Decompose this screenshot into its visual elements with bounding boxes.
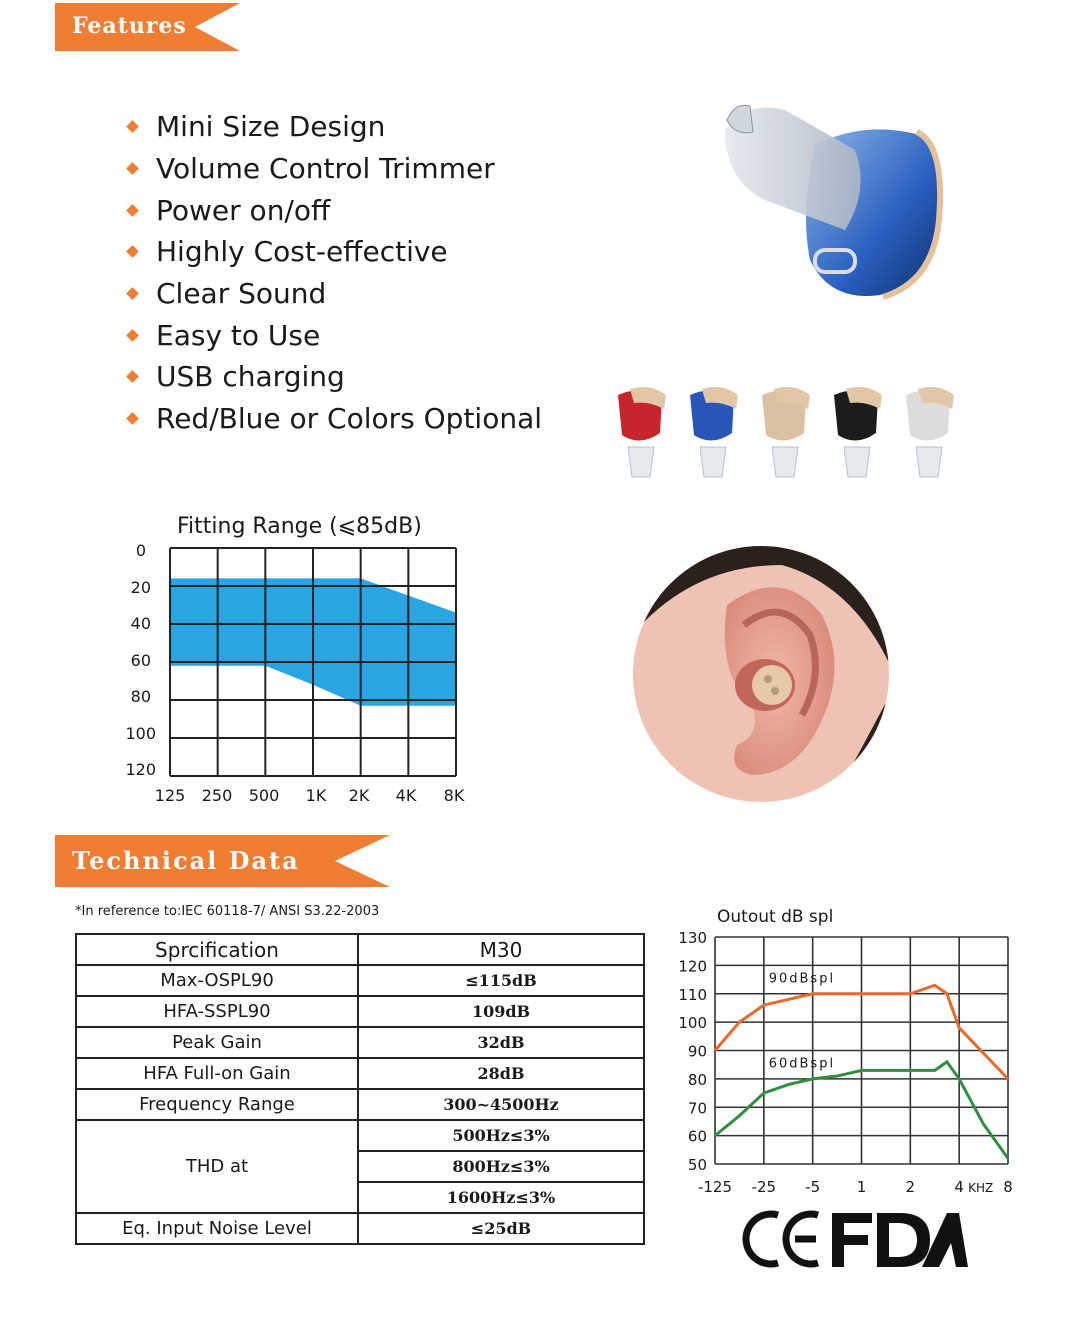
series-label: 90dBspl bbox=[768, 971, 836, 987]
x-tick-label: -5 bbox=[805, 1178, 821, 1196]
thumbnail-dome bbox=[772, 447, 798, 477]
bullet-icon bbox=[126, 329, 139, 342]
row-value: 32dB bbox=[358, 1027, 644, 1058]
fda-logo bbox=[832, 1213, 968, 1267]
x-tick-label: 2K bbox=[348, 786, 370, 805]
feature-text: Volume Control Trimmer bbox=[156, 152, 495, 186]
feature-item bbox=[128, 106, 542, 148]
row-label: HFA-SSPL90 bbox=[76, 996, 358, 1027]
x-tick-label: 1K bbox=[305, 786, 327, 805]
x-tick-label: 1 bbox=[856, 1178, 867, 1196]
header-value-cell: M30 bbox=[358, 934, 644, 965]
feature-text: Easy to Use bbox=[156, 318, 321, 352]
fitting-range-chart bbox=[0, 540, 480, 810]
x-tick-label: 2 bbox=[905, 1178, 916, 1196]
features-banner-label: Features bbox=[72, 13, 187, 39]
bullet-icon bbox=[126, 246, 139, 259]
output-chart-title: Outout dB spl bbox=[717, 907, 834, 927]
thd-value: 1600Hz≤3% bbox=[358, 1182, 644, 1213]
thumbnail-dome bbox=[916, 447, 942, 477]
x-tick-label: -25 bbox=[751, 1178, 777, 1196]
thd-value: 500Hz≤3% bbox=[358, 1120, 644, 1151]
series-label: 60dBspl bbox=[768, 1056, 836, 1072]
features-banner bbox=[55, 3, 240, 51]
y-tick-label: 80 bbox=[687, 1070, 707, 1089]
y-tick-label: 100 bbox=[678, 1014, 707, 1033]
thumbnail-dome bbox=[628, 447, 654, 477]
y-tick-label: 120 bbox=[125, 760, 156, 779]
hearing-aid-product-image bbox=[705, 90, 955, 310]
feature-item bbox=[128, 356, 542, 398]
certification-logos bbox=[740, 1205, 980, 1275]
y-tick-label: 130 bbox=[678, 929, 707, 947]
y-tick-label: 120 bbox=[678, 957, 707, 976]
feature-text: Highly Cost-effective bbox=[156, 235, 448, 269]
table-row bbox=[76, 1089, 644, 1120]
x-tick-label: 125 bbox=[154, 786, 186, 805]
row-label: Frequency Range bbox=[76, 1089, 358, 1120]
y-tick-label: 50 bbox=[687, 1156, 707, 1174]
table-row bbox=[76, 1027, 644, 1058]
feature-text: Mini Size Design bbox=[156, 110, 386, 144]
y-tick-label: 0 bbox=[135, 541, 146, 560]
table-row bbox=[76, 965, 644, 996]
x-tick-label: 8 bbox=[1003, 1178, 1013, 1196]
color-options-image bbox=[600, 385, 960, 490]
feature-item bbox=[128, 189, 542, 231]
color-option-thumbnail bbox=[834, 387, 882, 477]
ear-photo bbox=[632, 545, 890, 803]
color-option-thumbnail bbox=[906, 387, 954, 477]
x-tick-label: 250 bbox=[201, 786, 233, 805]
x-tick-label: 500 bbox=[248, 786, 280, 805]
spec-table bbox=[75, 933, 645, 1245]
table-header-row bbox=[76, 934, 644, 965]
y-tick-label: 80 bbox=[130, 687, 151, 706]
y-tick-label: 90 bbox=[687, 1042, 707, 1061]
y-tick-label: 60 bbox=[130, 651, 151, 670]
feature-item bbox=[128, 273, 542, 315]
x-tick-label: KHZ bbox=[968, 1181, 994, 1195]
row-value: 28dB bbox=[358, 1058, 644, 1089]
feature-text: USB charging bbox=[156, 360, 345, 394]
technical-banner-label: Technical Data bbox=[72, 846, 300, 875]
color-option-thumbnail bbox=[618, 387, 666, 477]
y-tick-label: 20 bbox=[130, 578, 151, 597]
color-option-thumbnail bbox=[690, 387, 738, 477]
row-label: Eq. Input Noise Level bbox=[76, 1213, 358, 1244]
bullet-icon bbox=[126, 371, 139, 384]
x-tick-label: -125 bbox=[697, 1178, 733, 1196]
thd-value: 800Hz≤3% bbox=[358, 1151, 644, 1182]
y-tick-label: 100 bbox=[125, 724, 156, 743]
technical-banner bbox=[55, 835, 390, 887]
bullet-icon bbox=[126, 120, 139, 133]
fitting-chart-title: Fitting Range (⩽85dB) bbox=[177, 514, 422, 539]
table-row bbox=[76, 996, 644, 1027]
feature-text: Power on/off bbox=[156, 193, 331, 227]
bullet-icon bbox=[126, 412, 139, 425]
row-label: Peak Gain bbox=[76, 1027, 358, 1058]
feature-item bbox=[128, 148, 542, 190]
feature-text: Clear Sound bbox=[156, 277, 327, 311]
y-tick-label: 110 bbox=[678, 985, 707, 1004]
feature-list bbox=[128, 106, 542, 440]
feature-item bbox=[128, 314, 542, 356]
table-row bbox=[76, 1058, 644, 1089]
bullet-icon bbox=[126, 287, 139, 300]
output-spl-chart bbox=[665, 900, 1035, 1200]
y-tick-label: 70 bbox=[687, 1099, 707, 1118]
row-label: Max-OSPL90 bbox=[76, 965, 358, 996]
y-tick-label: 40 bbox=[130, 614, 151, 633]
header-label-cell: Sprcification bbox=[76, 934, 358, 965]
color-option-thumbnail bbox=[762, 387, 810, 477]
bullet-icon bbox=[126, 162, 139, 175]
row-value: ≤25dB bbox=[358, 1213, 644, 1244]
ce-logo bbox=[746, 1214, 818, 1264]
row-label: HFA Full-on Gain bbox=[76, 1058, 358, 1089]
x-tick-label: 8K bbox=[443, 786, 465, 805]
feature-text: Red/Blue or Colors Optional bbox=[156, 402, 543, 436]
row-value: ≤115dB bbox=[358, 965, 644, 996]
row-value: 300~4500Hz bbox=[358, 1089, 644, 1120]
feature-item bbox=[128, 398, 542, 440]
table-row bbox=[76, 1120, 644, 1151]
feature-item bbox=[128, 231, 542, 273]
thd-label: THD at bbox=[76, 1120, 358, 1213]
thumbnail-dome bbox=[700, 447, 726, 477]
x-tick-label: 4 bbox=[954, 1178, 964, 1196]
x-tick-label: 4K bbox=[395, 786, 417, 805]
bullet-icon bbox=[126, 204, 139, 217]
thumbnail-dome bbox=[844, 447, 870, 477]
reference-note: *In reference to:IEC 60118-7/ ANSI S3.22-2003 bbox=[75, 904, 380, 919]
row-value: 109dB bbox=[358, 996, 644, 1027]
y-tick-label: 60 bbox=[687, 1127, 707, 1146]
table-row bbox=[76, 1213, 644, 1244]
